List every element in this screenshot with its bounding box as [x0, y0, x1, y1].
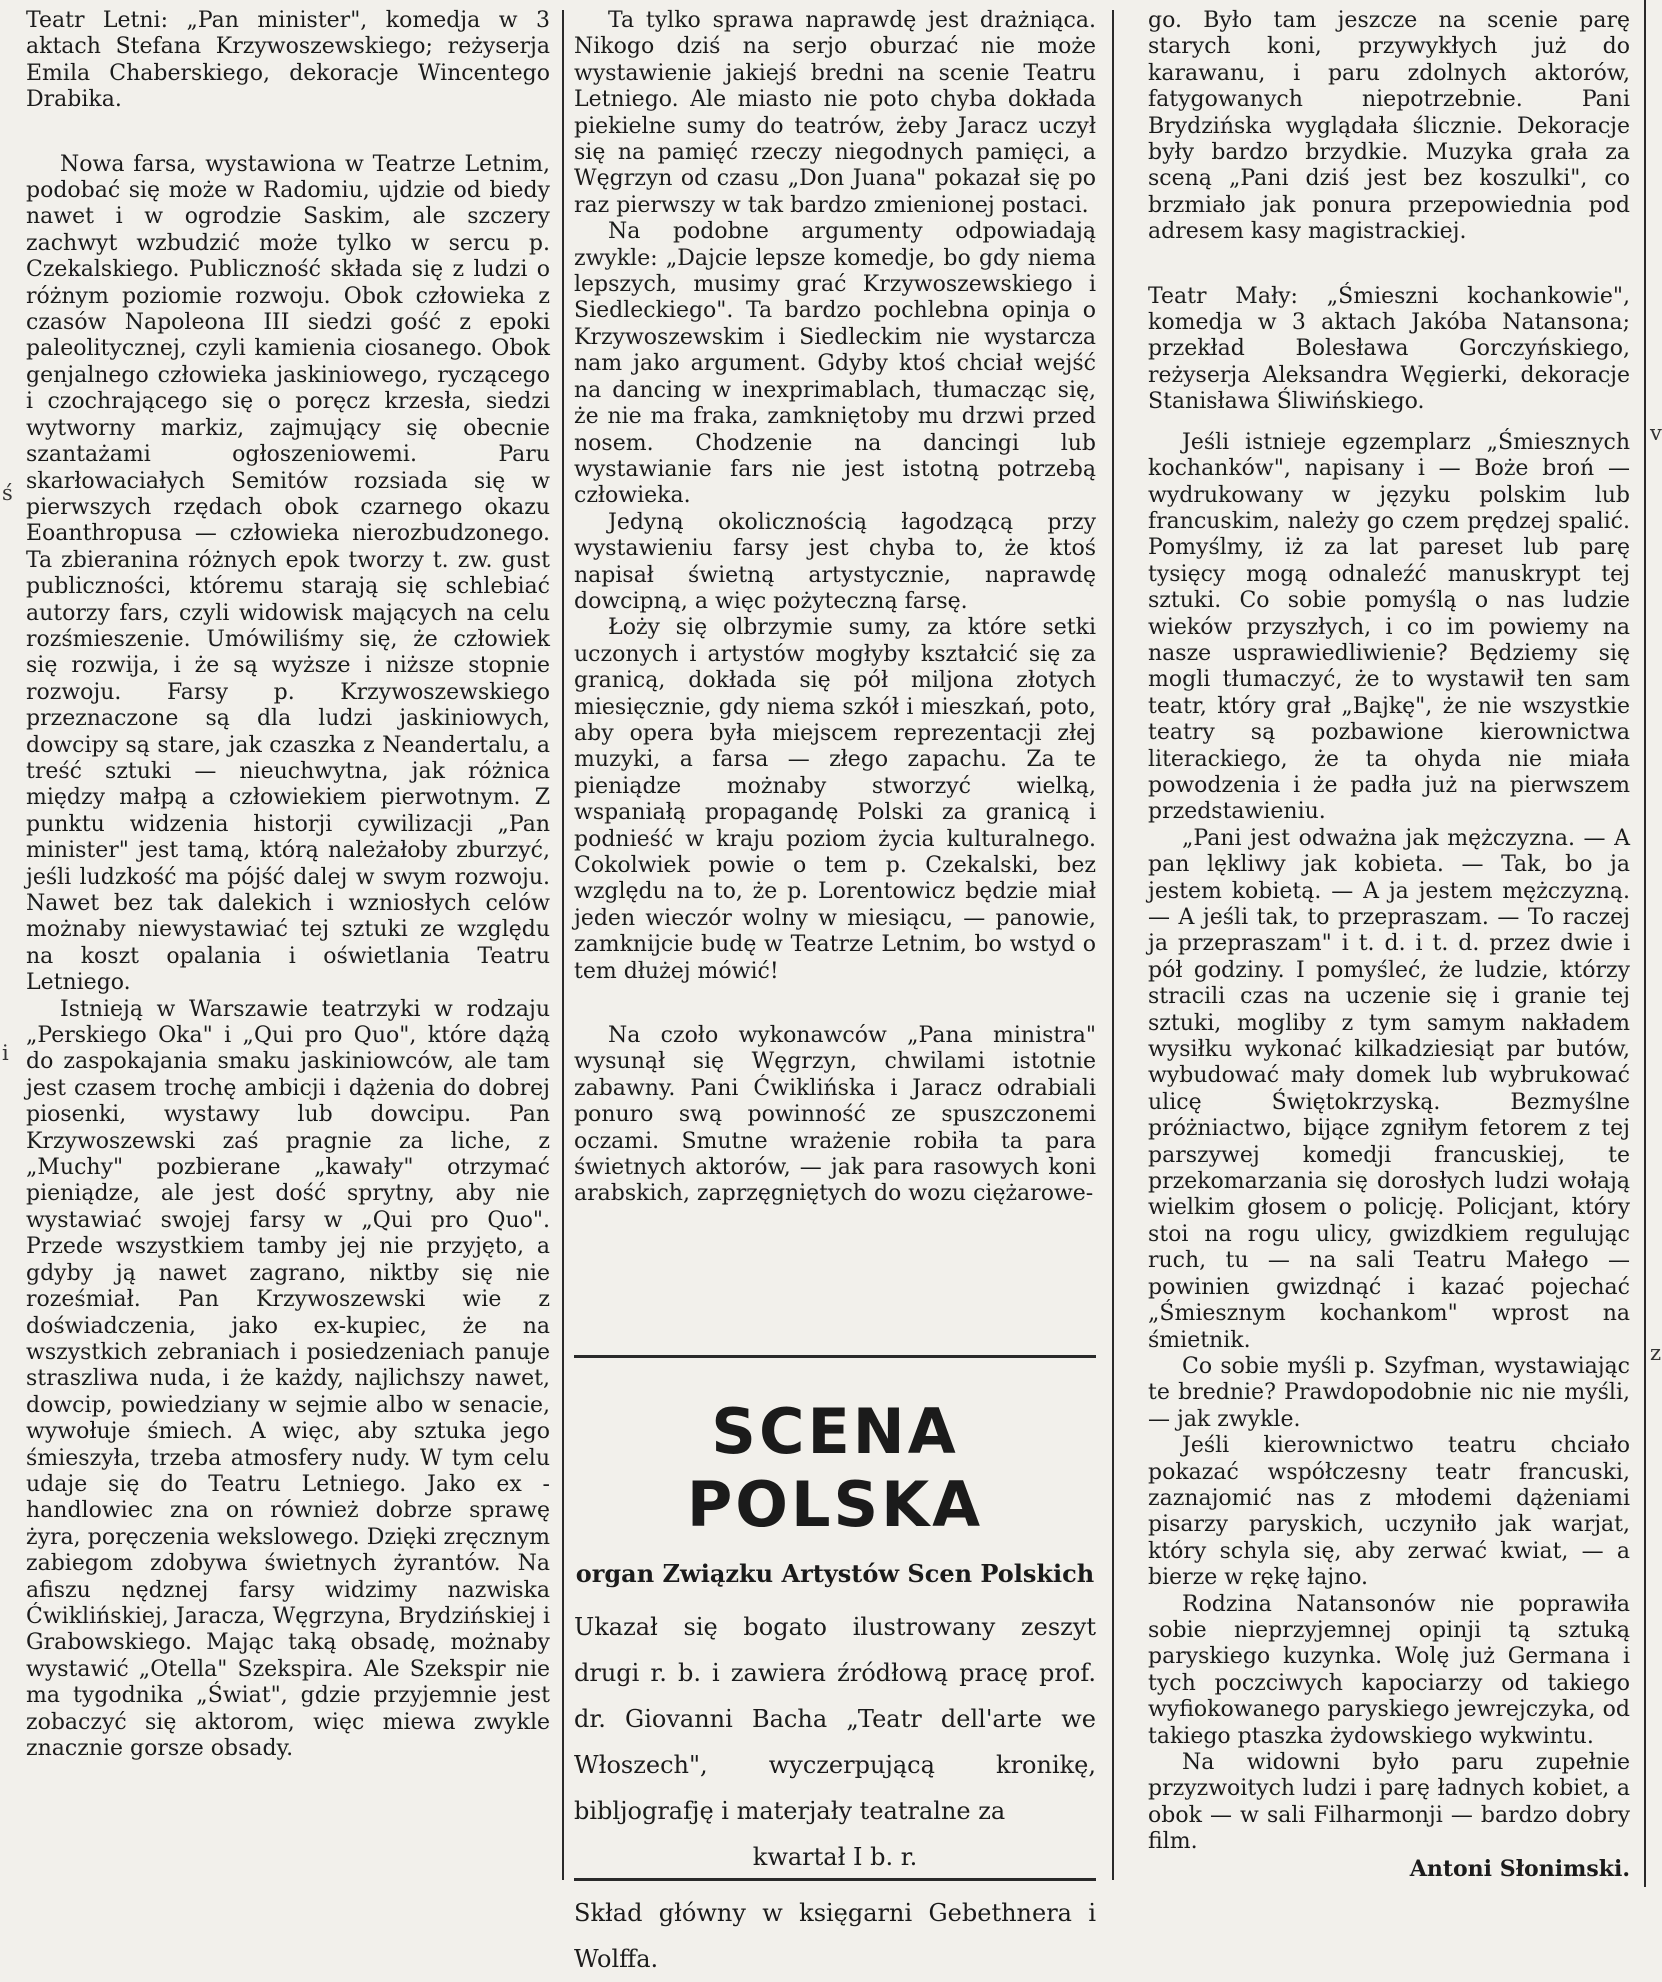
advert-store: Skład główny w księgarni Gebethnera i Wolffa. [574, 1899, 1096, 1973]
column-divider [562, 10, 564, 1880]
page-edge-fragment: i [2, 1041, 9, 1065]
article-author: Antoni Słonimski. [1409, 1855, 1630, 1882]
article-paragraph: Jeśli istnieje egzemplarz „Śmiesznych kochanków", napisany i — Boże broń — wydrukowany w języku polskim lub francuskim, należy go czem prędzej spalić. Pomyślmy, iż za lat pareset lub parę tysięcy mogą odnaleźć manuskrypt tej sztuki. Co sobie pomyślą o nas ludzie wieków przyszłych, i co im powiemy na nasze usprawiedliwienie? Będziemy się mogli tłumaczyć, że to wystawił ten sam teatr, który grał „Bajkę", że nie wszystkie teatry są pozbawione kierownictwa literackiego, że ta ohyda nie miała powodzenia i że padła już na pierwszem przedstawieniu. [1148, 429, 1630, 825]
page-edge-fragment: z [1650, 1341, 1662, 1365]
article-paragraph: „Pani jest odważna jak mężczyzna. — A pan lękliwy jak kobieta. — Tak, bo ja jestem kobietą. — A ja jestem mężczyzną. — A jeśli tak, to przepraszam. — To raczej ja przepraszam" i t. d. i t. d. przez dwie i pół godziny. I pomyśleć, że ludzie, którzy stracili czas na uczenie się i granie tej sztuki, mogliby z tym samym nakładem wysiłku wykonać kilkadziesiąt par butów, wybudować mały domek lub wybrukować ulicę Świętokrzyską. Bezmyślne próżniactwo, bijące zgniłym fetorem z tej parszywej komedji francuskiej, te przekomarzania się dorosłych ludzi wołają wielkim głosem o policję. Policjant, który stoi na rogu ulicy, gwizdkiem regulując ruch, tu — na sali Teatru Małego — powinien gwizdnąć i kazać pojechać „Śmiesznym kochankom" wprost na śmietnik. [1148, 825, 1630, 1353]
scena-polska-advert [574, 1355, 1096, 1973]
article-paragraph: Na czoło wykonawców „Pana ministra" wysunął się Węgrzyn, chwilami istotnie zabawny. Pani Ćwiklińska i Jaracz odrabiali ponuro swą powinność ze spuszczonemi oczami. Smutne wrażenie robiła ta para świetnych aktorów, — jak para rasowych koni arabskich, zaprzęgniętych do wozu ciężarowe- [574, 1023, 1096, 1207]
advert-text: Ukazał się bogato ilustrowany zeszyt drugi r. b. i zawiera źródłową pracę prof. dr. Giovanni Bacha „Teatr dell'arte we Włoszech", wyczerpującą kronikę, bibljografję i materjały teatralne za [574, 1613, 1096, 1825]
page-edge-fragment: ś [2, 481, 13, 505]
article-paragraph: Rodzina Natansonów nie poprawiła sobie nieprzyjemnej opinji tą sztuką paryskiego kuzynka. Wolę już Germana i tych poczciwych kapociarzy od takiego wyfiokowanego paryskiego jewrejczyka, od takiego ptaszka żydowskiego wykwintu. [1148, 1591, 1630, 1749]
article-paragraph: Jedyną okolicznością łagodzącą przy wystawieniu farsy jest chyba to, że ktoś napisał świetną artystycznie, naprawdę dowcipną, a więc pożyteczną farsę. [574, 509, 1096, 614]
advert-subtitle: organ Związku Artystów Scen Polskich [575, 1559, 1095, 1588]
article-paragraph: Nowa farsa, wystawiona w Teatrze Letnim, podobać się może w Radomiu, ujdzie od biedy nawet i w ogrodzie Saskim, ale szczery zachwyt wzbudzić może tylko w sercu p. Czekalskiego. Publiczność składa się z ludzi o różnym poziomie rozwoju. Obok człowieka z czasów Napoleona III siedzi gość z epoki paleolitycznej, czyli kamienia ciosanego. Obok genjalnego człowieka jaskiniowego, ryczącego i czochrającego się o poręcz krzesła, siedzi wytworny markiz, zajmujący się obecnie szantażami ogłoszeniowemi. Paru skarłowaciałych Semitów rozsiada się w pierwszych rzędach obok czarnego okazu Eoanthropusa — człowieka nierozbudzonego. Ta zbieranina różnych epok tworzy t. zw. gust publiczności, któremu starają się schlebiać autorzy fars, czyli widowisk mających na celu rozśmieszenie. Umówiliśmy się, że człowiek się rozwija, i że są wyższe i niższe stopnie rozwoju. Farsy p. Krzywoszewskiego przeznaczone są dla ludzi jaskiniowych, dowcipy są stare, jak czaszka z Neandertalu, a treść sztuki — nieuchwytna, jak różnica między małpą a człowiekiem pierwotnym. Z punktu widzenia historji cywilizacji „Pan minister" jest tamą, którą należałoby zburzyć, jeśli ludzkość ma pójść dalej w swym rozwoju. Nawet bez tak dalekich i wzniosłych celów możnaby niewystawiać tej sztuki ze względu na koszt opalania i oświetlania Teatru Letniego. [26, 151, 550, 996]
article-column-2 [574, 8, 1096, 1347]
article-column-3 [1148, 8, 1630, 1887]
page-edge-line [1644, 0, 1646, 1887]
article-paragraph: Na widowni było paru zupełnie przyzwoitych ludzi i parę ładnych kobiet, a obok — w sali Filharmonji — bardzo dobry film. [1148, 1750, 1630, 1855]
advert-body [574, 1604, 1096, 1982]
advert-top-rule [574, 1355, 1096, 1358]
article-paragraph: Ta tylko sprawa naprawdę jest drażniąca. Nikogo dziś na serjo oburzać nie może wystawienie jakiejś bredni na scenie Teatru Letniego. Ale miasto nie poto chyba dokłada piekielne sumy do teatrów, żeby Jaracz uczył się na pamięć rzeczy niegodnych pamięci, a Węgrzyn od czasu „Don Juana" pokazał się po raz pierwszy w tak bardzo zmienionej postaci. [574, 8, 1096, 218]
article-paragraph: Istnieją w Warszawie teatrzyki w rodzaju „Perskiego Oka" i „Qui pro Quo", które dążą do zaspokajania smaku jaskiniowców, ale tam jest czasem trochę ambicji i dążenia do dobrej piosenki, wystawy lub dowcipu. Pan Krzywoszewski zaś pragnie za liche, z „Muchy" pozbierane „kawały" otrzymać pieniądze, ale jest dość sprytny, aby nie wystawiać swojej farsy w „Qui pro Quo". Przede wszystkiem tamby jej nie przyjęto, a gdyby ją nawet zagrano, niktby się nie roześmiał. Pan Krzywoszewski wie z doświadczenia, jako ex-kupiec, że na wszystkich zebraniach i posiedzeniach panuje straszliwa nuda, i że każdy, najlichszy nawet, dowcip, powiedziany w sejmie albo w senacie, wywołuje śmiech. A więc, aby sztuka jego śmieszyła, trzeba atmosfery nudy. W tym celu udaje się do Teatru Letniego. Jako ex - handlowiec zna on również dobrze sprawę żyra, poręczenia wekslowego. Dzięki zręcznym zabiegom zdobywa świetnych żyrantów. Na afiszu nędznej farsy widzimy nazwiska Ćwiklińskiej, Jaracza, Węgrzyna, Brydzińskiej i Grabowskiego. Mając taką obsadę, możnaby wystawić „Otella" Szekspira. Ale Szekspir nie ma tygodnika „Świat", gdzie przyjemnie jest zobaczyć się aktorom, więc miewa zwykle znacznie gorsze obsady. [26, 996, 550, 1761]
article-column-1 [26, 8, 550, 1887]
article-paragraph: Co sobie myśli p. Szyfman, wystawiając te brednie? Prawdopodobnie nic nie myśli, — jak zwykle. [1148, 1353, 1630, 1432]
advert-quarter: kwartał I b. r. [752, 1843, 918, 1871]
article-paragraph: go. Było tam jeszcze na scenie parę starych koni, przywykłych już do karawanu, i paru zdolnych aktorów, fatygowanych niepotrzebnie. Pani Brydzińska wyglądała ślicznie. Dekoracje były bardzo brzydkie. Muzyka grała za sceną „Pani dziś jest bez koszulki", co brzmiało jak ponura przepowiednia pod adresem kasy magistrackiej. [1148, 8, 1630, 245]
advert-bottom-rule [574, 1878, 1096, 1881]
review-header-teatr-letni: Teatr Letni: „Pan minister", komedja w 3 aktach Stefana Krzywoszewskiego; reżyserja Emila Chaberskiego, dekoracje Wincentego Drabika. [26, 8, 550, 113]
review-header-teatr-maly: Teatr Mały: „Śmieszni kochankowie", komedja w 3 aktach Jakóba Natansona; przekład Bolesława Gorczyńskiego, reżyserja Aleksandra Węgierki, dekoracje Stanisława Śliwińskiego. [1148, 283, 1630, 415]
article-paragraph: Jeśli kierownictwo teatru chciało pokazać współczesny teatr francuski, zaznajomić nas z młodemi dążeniami pisarzy paryskich, uczyniło jak warjat, który schyla się, aby zerwać kwiat, — a bierze w rękę łajno. [1148, 1433, 1630, 1591]
article-paragraph: Na podobne argumenty odpowiadają zwykle: „Dajcie lepsze komedje, bo gdy niema lepszych, musimy grać Krzywoszewskiego i Siedleckiego". Ta bardzo pochlebna opinja o Krzywoszewskim i Siedleckim nie wystarcza nam jako argument. Gdyby ktoś chciał wejść na dancing w inexprimablach, tłumacząc się, że nie ma fraka, zamkniętoby mu drzwi przed nosem. Chodzenie na dancingi lub wystawianie fars nie jest istotną potrzebą człowieka. [574, 219, 1096, 509]
article-paragraph: Łoży się olbrzymie sumy, za które setki uczonych i artystów mogłyby kształcić się za granicą, dokłada się pół miljona złotych miesięcznie, gdy niema szkół i mieszkań, poto, aby opera była miejscem reprezentacji złej muzyki, a farsa — złego zapachu. Za te pieniądze możnaby stworzyć wielką, wspaniałą propagandę Polski za granicą i podnieść w kraju poziom życia kulturalnego. Cokolwiek powie o tem p. Czekalski, bez względu na to, że p. Lorentowicz będzie miał jeden wieczór wolny w miesiącu, — panowie, zamknijcie budę w Teatrze Letnim, bo wstyd o tem dłużej mówić! [574, 615, 1096, 984]
page-edge-fragment: v [1650, 421, 1662, 445]
advert-title: SCENA POLSKA [686, 1395, 984, 1541]
column-divider [1112, 10, 1114, 1880]
